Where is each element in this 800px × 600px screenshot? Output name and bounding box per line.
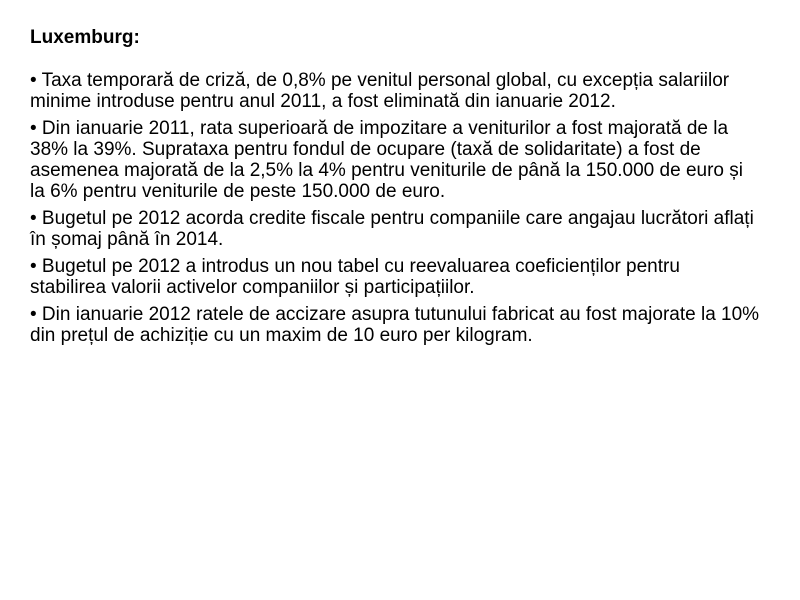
slide-title: Luxemburg: xyxy=(30,27,140,48)
bullet-item: • Din ianuarie 2012 ratele de accizare asupra tutunului fabricat au fost majorate la 10% din prețul de achiziție cu un maxim de 10 euro per kilogram. xyxy=(30,304,760,346)
bullet-item: • Bugetul pe 2012 acorda credite fiscale pentru companiile care angajau lucrători aflați în șomaj până în 2014. xyxy=(30,208,754,250)
bullet-list xyxy=(30,70,760,346)
bullet-item: • Taxa temporară de criză, de 0,8% pe venitul personal global, cu excepția salariilor minime introduse pentru anul 2011, a fost eliminată din ianuarie 2012. xyxy=(30,70,730,112)
bullet-item: • Din ianuarie 2011, rata superioară de impozitare a veniturilor a fost majorată de la 38% la 39%. Suprataxa pentru fondul de ocupare (taxă de solidaritate) a fost de asemenea majorată de la 2,5% la 4% pentru veniturile de până la 150.000 de euro și la 6% pentru veniturile de peste 150.000 de euro. xyxy=(30,118,743,202)
bullet-item: • Bugetul pe 2012 a introdus un nou tabel cu reevaluarea coeficienților pentru stabilirea valorii activelor companiilor și participațiilor. xyxy=(30,256,680,298)
